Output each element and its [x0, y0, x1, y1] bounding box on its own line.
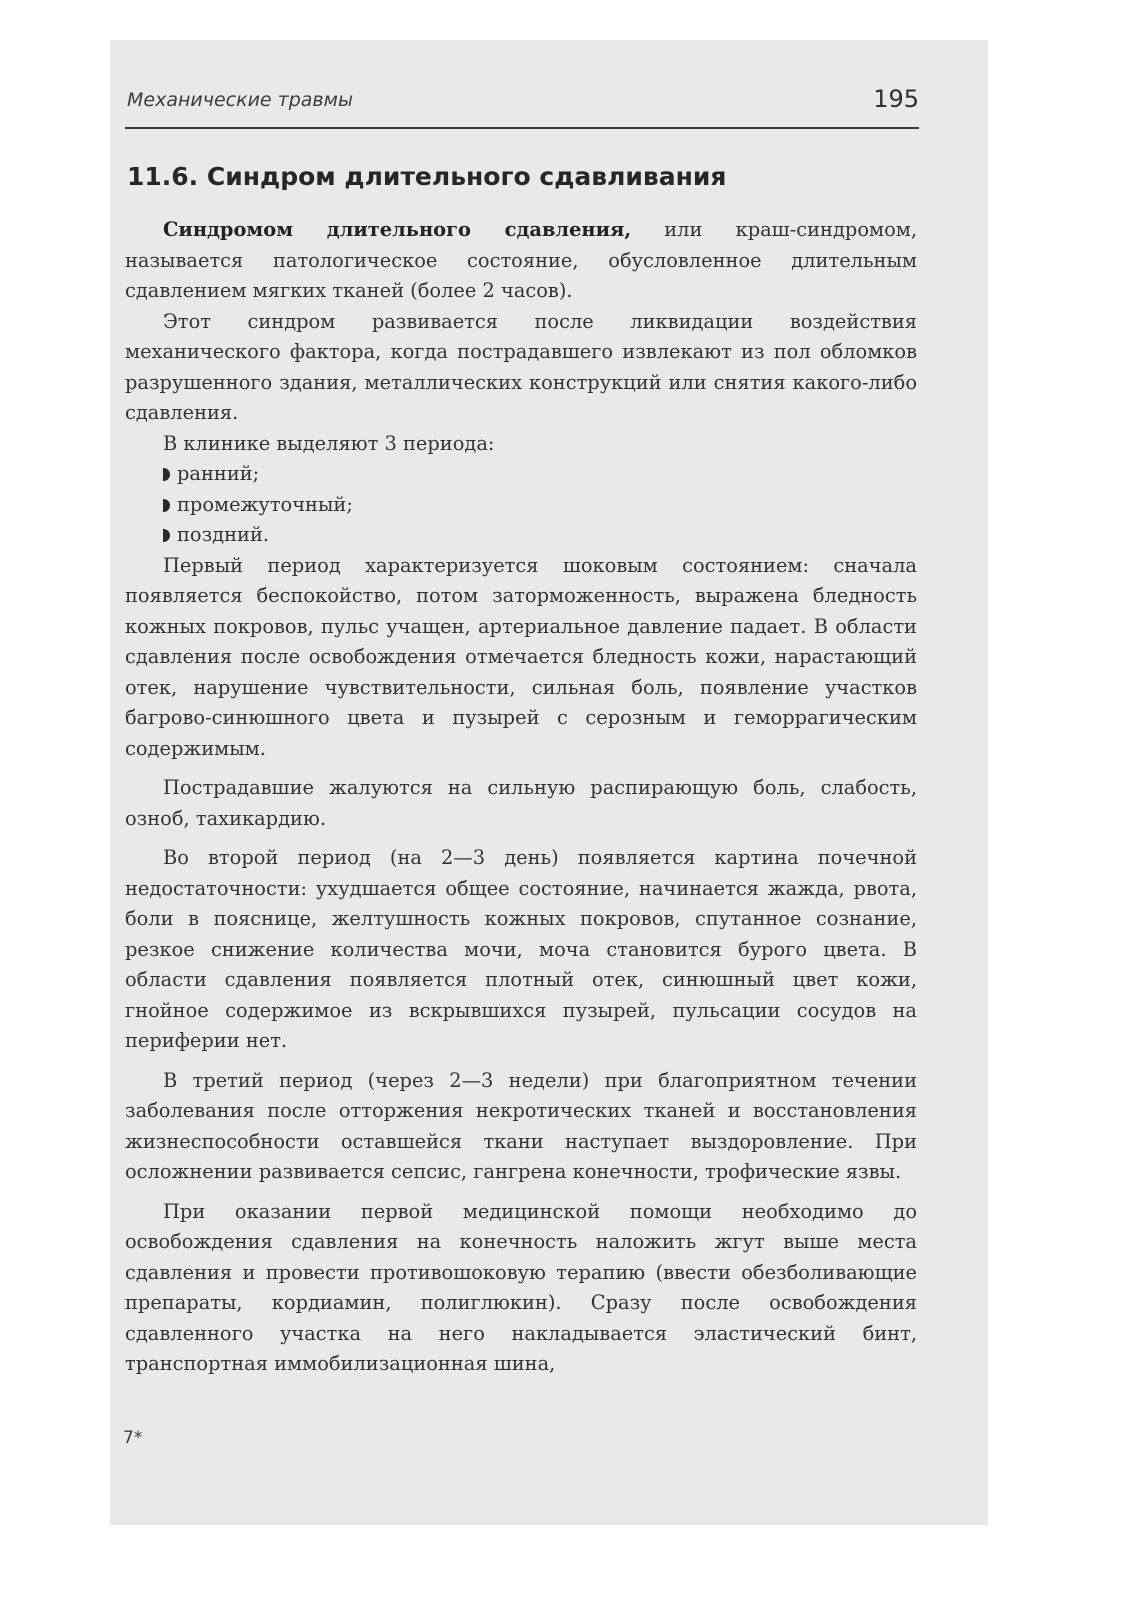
bullet-icon [163, 529, 170, 542]
body-text [125, 215, 917, 1380]
paragraph-onset: Этот синдром развивается после ликвидации воздействия механического фактора, когда пострадавшего извлекают из пол обломков разрушенного здания, металлических конструкций или снятия какого-либо сдавления. [125, 309, 917, 424]
paragraph-second-period: Во второй период (на 2—3 день) появляется картина почечной недостаточности: ухудшается общее состояние, начинается жажда, рвота, боли в пояснице, желтушность кожных покровов, спутанное сознание, резкое снижение количества мочи, моча становится бурого цвета. В области сдавления появляется плотный отек, синюшный цвет кожи, гнойное содержимое из вскрывшихся пузырей, пульсации сосудов на периферии нет. [125, 846, 917, 1052]
list-item-text: промежуточный; [177, 492, 353, 516]
defined-term: Синдромом длительного сдавления, [163, 218, 632, 241]
paragraph-definition [125, 215, 917, 307]
paragraph-first-aid: При оказании первой медицинской помощи необходимо до освобождения сдавления на конечность наложить жгут выше места сдавления и провести противошоковую терапию (ввести обезболивающие препараты, кордиамин, полиглюкин). Сразу после освобождения сдавленного участка на него накладывается эластический бинт, транспортная иммобилизационная шина, [125, 1199, 917, 1375]
page-header [125, 85, 919, 129]
running-title: Механические травмы [127, 89, 353, 111]
paragraph-complaints: Пострадавшие жалуются на сильную распирающую боль, слабость, озноб, тахикардию. [125, 776, 917, 830]
paragraph-third-period: В третий период (через 2—3 недели) при благоприятном течении заболевания после отторжения некротических тканей и восстановления жизнеспособности оставшейся ткани наступает выздоровление. При осложнении развивается сепсис, гангрена конечности, трофические язвы. [125, 1068, 917, 1183]
list-item [163, 459, 917, 490]
paragraph-periods-intro: В клинике выделяют 3 периода: [163, 431, 495, 455]
bullet-icon [163, 499, 170, 512]
periods-list [125, 459, 917, 551]
section-title: 11.6. Синдром длительного сдавливания [127, 162, 727, 191]
paragraph-first-period: Первый период характеризуется шоковым состоянием: сначала появляется беспокойство, потом заторможенность, выражена бледность кожных покровов, пульс учащен, артериальное давление падает. В области сдавления после освобождения отмечается бледность кожи, нарастающий отек, нарушение чувствительности, сильная боль, появление участков багрово-синюшного цвета и пузырей с серозным и геморрагическим содержимым. [125, 553, 917, 760]
list-item-text: ранний; [177, 462, 260, 485]
list-item [163, 490, 917, 521]
signature-mark: 7* [123, 1428, 143, 1448]
bullet-icon [163, 468, 170, 481]
page-number: 195 [873, 85, 919, 113]
definition-text: или краш-синдромом, называется патологическое состояние, обусловленное длительным сдавлением мягких тканей (более 2 часов). [125, 218, 918, 302]
list-item-text: поздний. [177, 523, 270, 546]
list-item [163, 520, 917, 551]
